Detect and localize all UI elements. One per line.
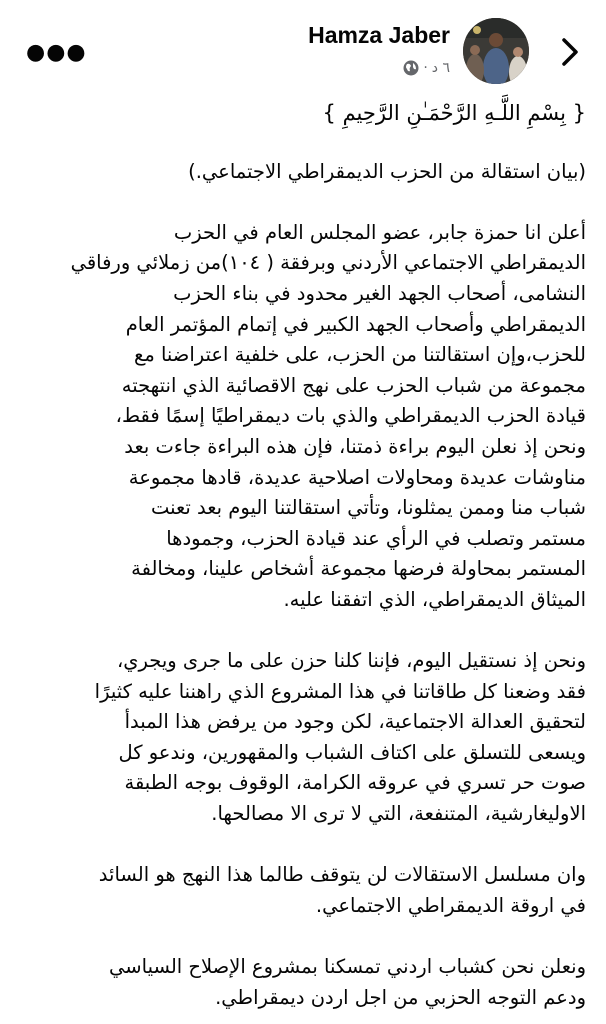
text-line: الميثاق الديمقراطي، الذي اتفقنا عليه. [283,587,586,611]
text-line: أعلن انا حمزة جابر، عضو المجلس العام في الحزب [173,220,586,244]
text-line: ونحن إذ نستقيل اليوم، فإننا كلنا حزن على ما جرى ويجري، [116,649,586,673]
paragraph [40,860,586,921]
text-line: وان مسلسل الاستقالات لن يتوقف طالما هذا النهج هو السائد [98,863,586,887]
text-line: مناوشات عديدة ومحاولات اصلاحية عديدة، قادها مجموعة [128,465,586,489]
post-time[interactable]: ٦ د [431,60,450,76]
text-line: مستمر وتصلب في الرأي عند قيادة الحزب، وجمودها [166,526,586,550]
text-line: الديمقراطي وأصحاب الجهد الكبير في إتمام المؤتمر العام [125,312,586,336]
text-line: فقد وضعنا كل طاقاتنا في هذا المشروع الذي راهننا عليه كثيرًا [94,679,586,703]
text-line: النشامى، أصحاب الجهد الغير محدود في بناء الحزب [173,281,586,305]
basmala: { بِسْمِ اللَّـهِ الرَّحْمَـٰنِ الرَّحِيمِ } [322,101,586,125]
text-line: ودعم التوجه الحزبي من اجل اردن ديمقراطي. [215,985,586,1009]
more-dots-icon[interactable]: ●●● [26,40,87,65]
text-line: شباب منا وممن يمثلونا، وتأتي استقالتنا اليوم بعد تعنت [150,496,586,520]
avatar[interactable] [463,18,529,84]
avatar-photo [463,18,529,84]
text-line: ونعلن نحن كشباب اردني تمسكنا بمشروع الإصلاح السياسي [109,955,586,979]
text-line: ويسعى للتسلق على اكتاف الشباب والمقهورين، وندعو كل [118,740,586,764]
paragraph [40,952,586,1013]
text-line: المستمر بمحاولة فرضها مجموعة أشخاص علينا، ومخالفة [131,557,586,581]
meta-separator: · [423,60,428,76]
author-name[interactable]: Hamza Jaber [308,22,450,48]
text-line: في اروقة الديمقراطي الاجتماعي. [315,893,586,917]
text-line: صوت حر تسري في عروقه الكرامة، الوقوف بوجه الطبقة [124,771,586,795]
text-line: مجموعة من شباب الحزب على نهج الاقصائية الذي انتهجته [121,373,586,397]
paragraph [40,218,586,616]
post-meta [403,60,450,76]
text-line: قيادة الحزب الديمقراطي والذي بات ديمقراطيًا إسمًا فقط، [115,404,586,428]
paragraph [40,646,586,830]
post-body [40,98,586,1013]
text-line: للحزب،وإن استقالتنا من الحزب، على خلفية اعتراضنا مع [133,343,586,367]
text-line: الاوليغارشية، المتنفعة، التي لا ترى الا مصالحها. [211,802,586,826]
post-paragraphs [40,218,586,1013]
text-line: الديمقراطي الاجتماعي الأردني وبرفقة ( ١٠٤)من زملائي ورفاقي [70,251,586,275]
post-title: (بيان استقالة من الحزب الديمقراطي الاجتماعي.) [188,159,586,183]
chevron-right-icon[interactable] [556,34,584,70]
globe-icon [403,60,419,76]
text-line: ونحن إذ نعلن اليوم براءة ذمتنا، فإن هذه البراءة جاءت بعد [124,434,586,458]
text-line: لتحقيق العدالة الاجتماعية، لكن وجود من يرفض هذا المبدأ [124,710,586,734]
